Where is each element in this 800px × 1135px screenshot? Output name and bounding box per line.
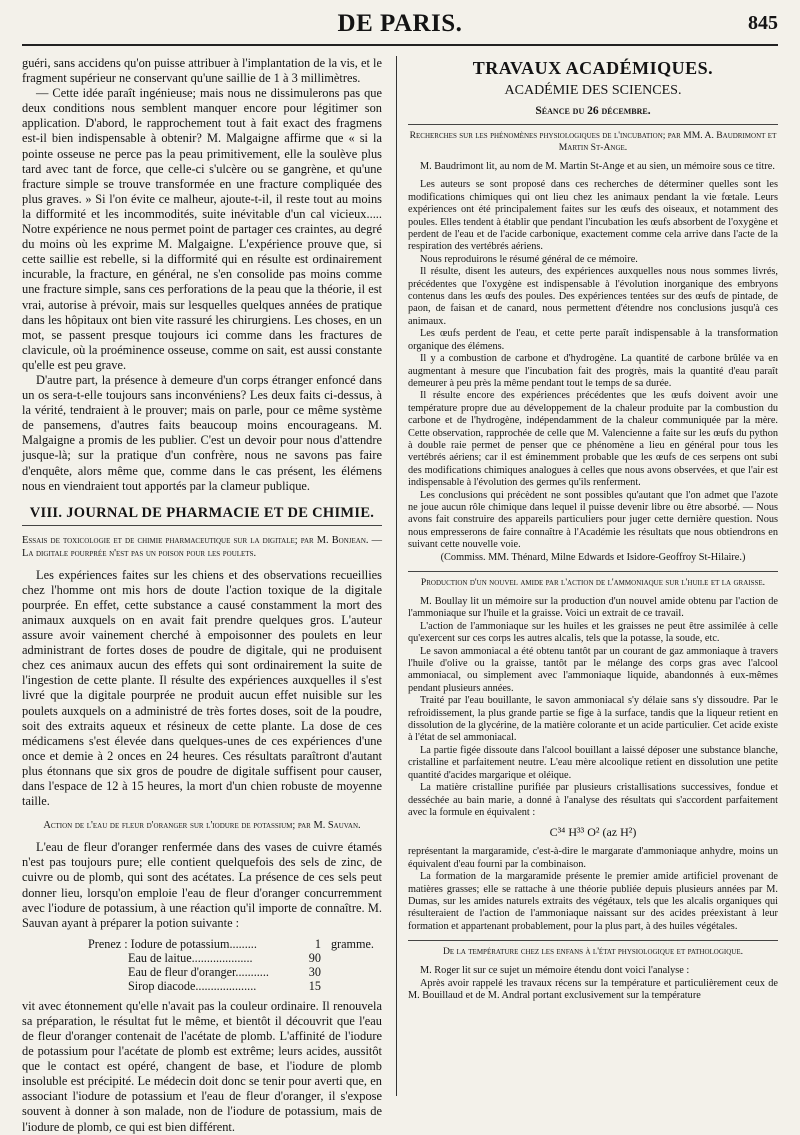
article-heading: Essais de toxicologie et de chimie pharmaceutique sur la digitale; par M. Bonjean. — La digitale pourprée n'est pas un poison pour les poulets.	[22, 534, 382, 559]
paragraph: M. Roger lit sur ce sujet un mémoire étendu dont voici l'analyse :	[420, 965, 690, 977]
section-title: VIII. JOURNAL DE PHARMACIE ET DE CHIMIE.	[22, 505, 382, 526]
column-divider	[396, 56, 397, 1096]
section-heading: TRAVAUX ACADÉMIQUES.	[472, 58, 714, 78]
paragraph: Les conclusions qui précèdent ne sont possibles qu'autant que l'on admet que l'azote ne joue aucun rôle chimique dans lequel il puisse devenir libre ou être absorbé. — Nous avons fait construire des appareils particuliers pour juger cette dernière question. Nous nous empresserons de faire connaître à l'Académie les résultats que nous obtiendrons en suivant cette nouvelle voie.	[408, 489, 778, 551]
recipe-ingredient: Eau de fleur d'oranger...........	[128, 964, 269, 979]
paragraph: L'eau de fleur d'oranger renfermée dans des vases de cuivre étamés n'est pas toujours pure; elle contient quelquefois des sels de zinc, de cuivre ou de plomb, qui sont des acétates. La présence de ces sels peut donner lieu, lorsqu'on emploie l'eau de fleur d'oranger concurremment avec l'iodure de potassium, à une réaction qu'il importe de connaître. M. Sauvan ayant à préparer la potion suivante :	[22, 840, 382, 930]
recipe-row	[82, 965, 380, 979]
recipe-amount: 90	[308, 950, 321, 965]
recipe-row	[82, 951, 380, 965]
running-title: DE PARIS.	[337, 10, 463, 37]
paragraph: M. Boullay lit un mémoire sur la production d'un nouvel amide obtenu par l'action de l'ammoniaque sur l'huile et la graisse. Voici un extrait de ce travail.	[408, 596, 778, 620]
paragraph: La partie figée dissoute dans l'alcool bouillant a laissé déposer une substance blanche, cristalline et parfaitement neutre. L'eau mère alcoolique retient en dissolution une petite quantité d'acides margarique et oléique.	[408, 744, 778, 781]
paragraph: Les œufs perdent de l'eau, et cette perte paraît indispensable à la transformation organique des élémens.	[408, 328, 778, 352]
recipe-ingredient: Eau de laitue....................	[128, 950, 253, 965]
recipe-ingredient: Sirop diacode....................	[128, 978, 257, 993]
right-column	[408, 56, 778, 1096]
paragraph: Il y a combustion de carbone et d'hydrogène. La quantité de carbone brûlée va en augmentant à mesure que l'incubation fait des progrès, mais la quantité d'eau paraît demeurer à peu près la même pendant tout le temps de sa durée.	[408, 353, 778, 389]
paragraph: vit avec étonnement qu'elle n'avait pas la couleur ordinaire. Il renouvela sa préparation, le résultat fut le même, et bientôt il découvrit que l'eau de fleur d'oranger contenait de l'acétate de plomb. L'affinité de l'iodure de potassium pour l'acétate de plomb est extrême; leurs acides, aussitôt que le contact est opéré, changent de base, et l'iodure de plomb insoluble est précipité. Le médecin doit donc se tenir pour averti que, en associant l'iodure de potassium et l'eau de fleur d'oranger, il s'expose souvent à donner à son malade, non de l'iodure de potassium, mais de l'iodure de plomb, ce qui est bien différent.	[22, 998, 382, 1134]
recipe-unit	[327, 965, 380, 979]
article-heading: De la température chez les enfans à l'état physiologique et pathologique.	[408, 940, 778, 958]
recipe-row	[82, 937, 380, 951]
paragraph: La formation de la margaramide présente le premier amide artificiel provenant de matières grasses; elle se rattache à une théorie publiée depuis plusieurs années par M. Dumas, sur les amides naturels extraits des végétaux, tels que les alcalis organiques qui résulteraient de l'action de l'ammoniaque naissant sur des acides préexistant à leur formation et appartenant probablement, pour la plus part, à des huiles végétales.	[408, 871, 778, 932]
chemical-formula: C³⁴ H³³ O² (az H²)	[549, 825, 637, 840]
recipe-row	[82, 979, 380, 993]
paragraph: Les auteurs se sont proposé dans ces recherches de déterminer quelles sont les modifications chimiques qui ont lieu chez les animaux pendant la vie fœtale. Leurs expériences ont été principalement faites sur les œufs des oiseaux, et notamment des poules. Elles tendent à établir que pendant l'incubation les œufs absorbent de l'oxygène et perdent de l'eau et de l'acide carbonique, exactement comme cela arrive dans l'acte de la respiration des vertébrés aériens.	[408, 179, 778, 253]
paragraph: Il résulte encore des expériences précédentes que les œufs doivent avoir une température propre due au développement de la chaleur produite par la combustion du carbone et de l'hydrogène, indépendamment de la chaleur communiquée par la mère. Cette observation, rapprochée de celle que M. Valencienne a faite sur les œufs du python à double raie permet de penser que ce phénomène a lieu en général pour tous les vertébrés aériens; car il est éminemment probable que les œufs de ces serpens ont subi des modifications chimiques analogues à celles que nous avons observées, et que l'air est indispensable à l'évolution des germes qu'ils renferment.	[408, 390, 778, 489]
commission-note: (Commiss. MM. Thénard, Milne Edwards et Isidore-Geoffroy St-Hilaire.)	[440, 551, 746, 563]
paragraph: Traité par l'eau bouillante, le savon ammoniacal s'y délaie sans s'y dissoudre. Par le refroidissement, la plus grande partie se fige à la surface, tandis que la liqueur retient en dissolution de la glycérine, de la matière colorante et un acide particulier. Cet acide existe à l'état de sel ammoniacal.	[408, 695, 778, 744]
paragraph: Après avoir rappelé les travaux récens sur la température et particulièrement ceux de M. Bouillaud et de M. Andral portant exclusivement sur la température	[408, 977, 778, 1001]
paragraph: guéri, sans accidens qu'on puisse attribuer à l'implantation de la vis, et le fragment supérieur ne conservant qu'une saillie de 1 à 3 millimètres.	[22, 56, 382, 86]
recipe-amount: 15	[308, 978, 321, 993]
recipe-unit	[327, 979, 380, 993]
recipe-amount: 1	[314, 936, 321, 951]
article-heading: Action de l'eau de fleur d'oranger sur l'iodure de potassium; par M. Sauvan.	[43, 820, 361, 832]
recipe-table	[82, 937, 380, 993]
recipe-unit	[327, 951, 380, 965]
paragraph: Le savon ammoniacal a été obtenu tantôt par un courant de gaz ammoniaque à travers l'huile d'olive ou la graisse, tantôt par le mélange des corps gras avec l'alcool ammoniacal, ou simplement avec l'ammoniaque liquide, abandonnés à eux-mêmes pendant plusieurs années.	[408, 645, 778, 694]
paragraph: Les expériences faites sur les chiens et des observations recueillies chez l'homme ont mis hors de doute l'action toxique de la digitale pourprée. En effet, cette substance a causé constamment la mort des animaux auxquels on en avait fait prendre quelques gros. L'auteur assure avoir vainement cherché à empoisonner des poulets en leur administrant de fortes doses de poudre de digitale, qui ne produisent chez ces animaux aucun des effets qui sont ordinairement la suite de l'ingestion de cette plante. Il résulte des expériences auxquelles il s'est livré que la digitale pourprée ne produit aucun effet nuisible sur les poulets auxquels on a administré de très fortes doses, soit de la poudre, soit des extraits aqueux et résineux de cette plante. La dose de ces médicamens s'est élevée dans quelques-unes de ces expériences d'une once et demie à 2 onces en 24 heures. Ces résultats paraîtront d'autant plus étonnans que six gros de poudre de digitale suffisent pour causer, dans l'espace de 12 à 15 heures, la mort d'un chien robuste de moyenne taille.	[22, 567, 382, 809]
paragraph: Il résulte, disent les auteurs, des expériences auxquelles nous nous sommes livrés, précédentes que l'oxygène est indispensable à l'évolution inorganique des embryons contenus dans les œufs des poules. Des expériences tentées sur des œufs de pintade, de paon, de faisan et de canard, nous permettent d'étendre nos conclusions jusqu'à ces animaux.	[408, 266, 778, 327]
article-heading: Recherches sur les phénomènes physiologiques de l'incubation; par MM. A. Baudrimont et Martin St-Ange.	[408, 124, 778, 154]
section-subheading: ACADÉMIE DES SCIENCES.	[504, 83, 682, 98]
paragraph: Nous reproduirons le résumé général de ce mémoire.	[420, 253, 638, 265]
paragraph: M. Baudrimont lit, au nom de M. Martin St-Ange et au sien, un mémoire sous ce titre.	[420, 161, 775, 172]
paragraph: L'action de l'ammoniaque sur les huiles et les graisses ne peut être assimilée à celle qu'exercent sur ces corps les autres alcalis, tels que la potasse, la soude, etc.	[408, 620, 778, 645]
seance-date: Séance du 26 décembre.	[535, 105, 651, 117]
left-column	[22, 56, 382, 1134]
paragraph: D'autre part, la présence à demeure d'un corps étranger enfoncé dans un os sera-t-elle toujours sans inconvéniens? Les deux faits ci-dessus, à la vérité, tendraient à le prouver; mais on parle, pour ce même système de pansemens, d'autres faits beaucoup moins encourageans. M. Malgaigne a promis de les publier. C'est un devoir pour nous d'attendre jusque-là; sur la pratique d'un confrère, nous ne savons pas faire d'enquête, alors même que, comme dans le cas présent, les élémens nous en viendraient tout apportés par la clameur publique.	[22, 372, 382, 493]
paragraph: La matière cristalline purifiée par plusieurs cristallisations successives, fondue et desséchée au bain marie, a donné à l'analyse des résultats qui s'accordent parfaitement avec la formule en équivalent :	[408, 782, 778, 818]
page-header	[22, 10, 778, 46]
page-number: 845	[748, 12, 778, 34]
recipe-amount: 30	[308, 964, 321, 979]
paragraph: — Cette idée paraît ingénieuse; mais nous ne dissimulerons pas que deux conditions nous semblent manquer encore pour légitimer son application. D'abord, le rapprochement tout à fait exact des fragmens est-il bien indispensable à obtenir? M. Malgaigne affirme que « si la pointe osseuse ne perce pas la peau primitivement, elle la soulève plus tard avec tant de force, que celle-ci s'ulcère ou se gangrène, et qu'une fracture simple se trouve transformée en une fracture compliquée des plus graves. » Si l'on évite ce malheur, ajoute-t-il, il reste tout au moins la difformité et les incommodités, suite inévitable d'un cal vicieux..... Notre expérience ne nous permet point de partager ces craintes, au degré du moins où les exprime M. Malgaigne. L'expérience prouve que, si cette saillie est rebelle, si la difformité qui en résulte est ordinairement incurable, la fracture, en général, ne s'en consolide pas moins comme une fracture simple, sans ces perforations de la peau que la théorie, il est vrai, autorise à prévoir, mais sur lesquelles quelques années de pratique dans les hôpitaux ont bien vite rassuré les chirurgiens. Les choses, en un mot, se passent presque toujours ici comme dans les fractures de clavicule, où la proéminence osseuse, comme on sait, est aussi constante qu'elle est peu grave.	[22, 86, 382, 372]
recipe-ingredient: Prenez : Iodure de potassium.........	[88, 936, 257, 951]
paragraph: représentant la margaramide, c'est-à-dire le margarate d'ammoniaque anhydre, moins un équivalent d'eau fourni par la combinaison.	[408, 846, 778, 870]
recipe-unit: gramme.	[330, 936, 374, 951]
article-heading: Production d'un nouvel amide par l'action de l'ammoniaque sur l'huile et la graisse.	[408, 571, 778, 589]
